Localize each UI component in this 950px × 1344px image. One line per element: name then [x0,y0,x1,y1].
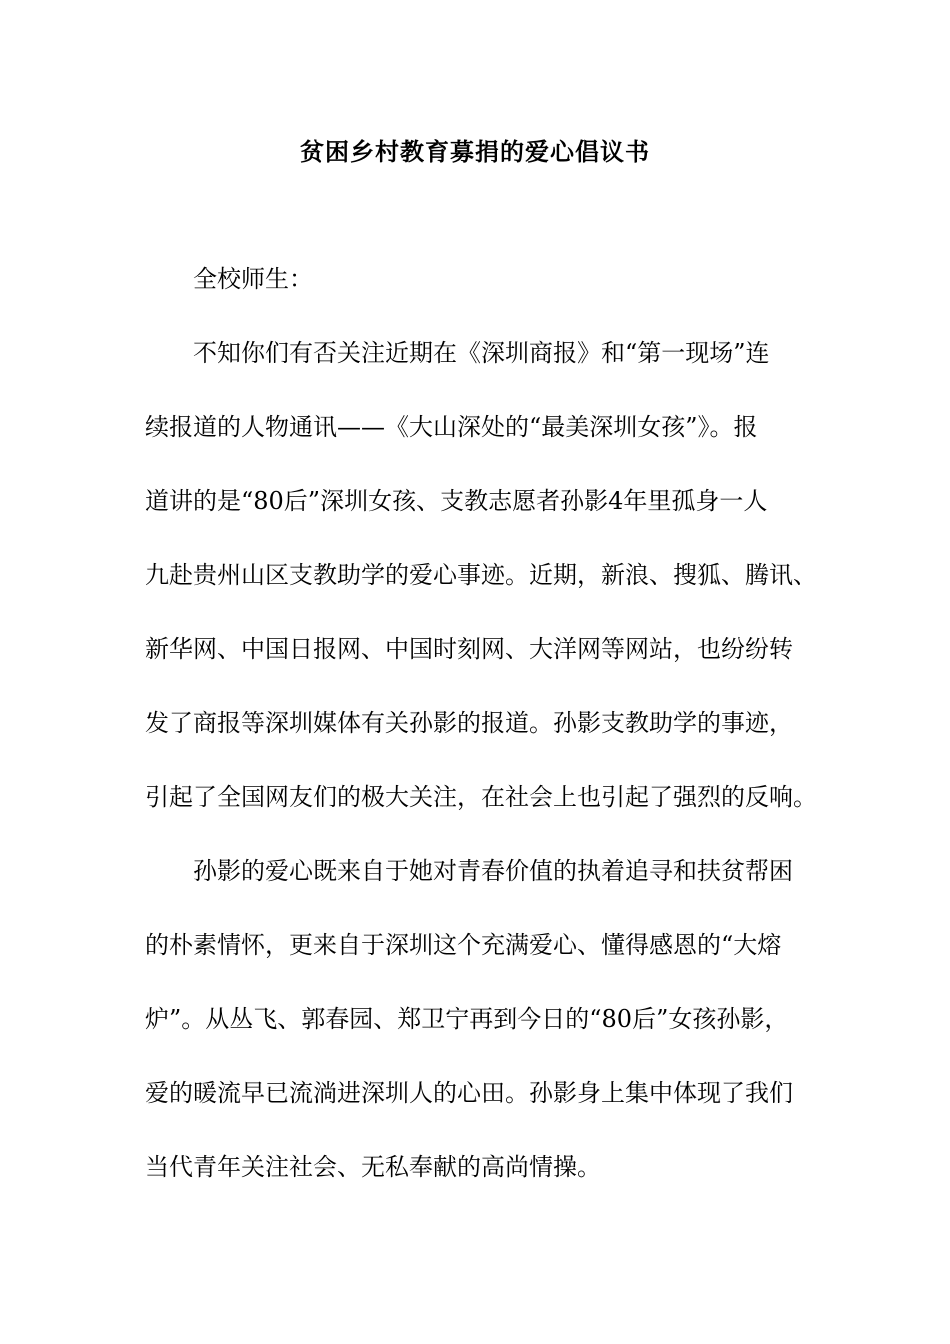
paragraph-line: 炉”。从丛飞、郭春园、郑卫宁再到今日的“80后”女孩孙影， [145,1005,789,1033]
paragraph-line: 九赴贵州山区支教助学的爱心事迹。近期，新浪、搜狐、腾讯、 [145,561,817,589]
paragraph-line: 孙影的爱心既来自于她对青春价值的执着追寻和扶贫帮困 [193,857,793,885]
paragraph-line: 不知你们有否关注近期在《深圳商报》和“第一现场”连 [193,339,770,367]
paragraph-line: 道讲的是“80后”深圳女孩、支教志愿者孙影4年里孤身一人 [145,487,768,515]
paragraph-line: 爱的暖流早已流淌进深圳人的心田。孙影身上集中体现了我们 [145,1079,793,1107]
paragraph-line: 新华网、中国日报网、中国时刻网、大洋网等网站，也纷纷转 [145,635,793,663]
paragraph-line: 续报道的人物通讯——《大山深处的“最美深圳女孩”》。报 [145,413,758,441]
paragraph-line: 引起了全国网友们的极大关注，在社会上也引起了强烈的反响。 [145,783,817,811]
document-title: 贫困乡村教育募捐的爱心倡议书 [300,137,650,166]
salutation: 全校师生： [193,265,313,293]
paragraph-line: 当代青年关注社会、无私奉献的高尚情操。 [145,1153,601,1181]
paragraph-line: 的朴素情怀，更来自于深圳这个充满爱心、懂得感恩的“大熔 [145,931,782,959]
paragraph-line: 发了商报等深圳媒体有关孙影的报道。孙影支教助学的事迹， [145,709,793,737]
